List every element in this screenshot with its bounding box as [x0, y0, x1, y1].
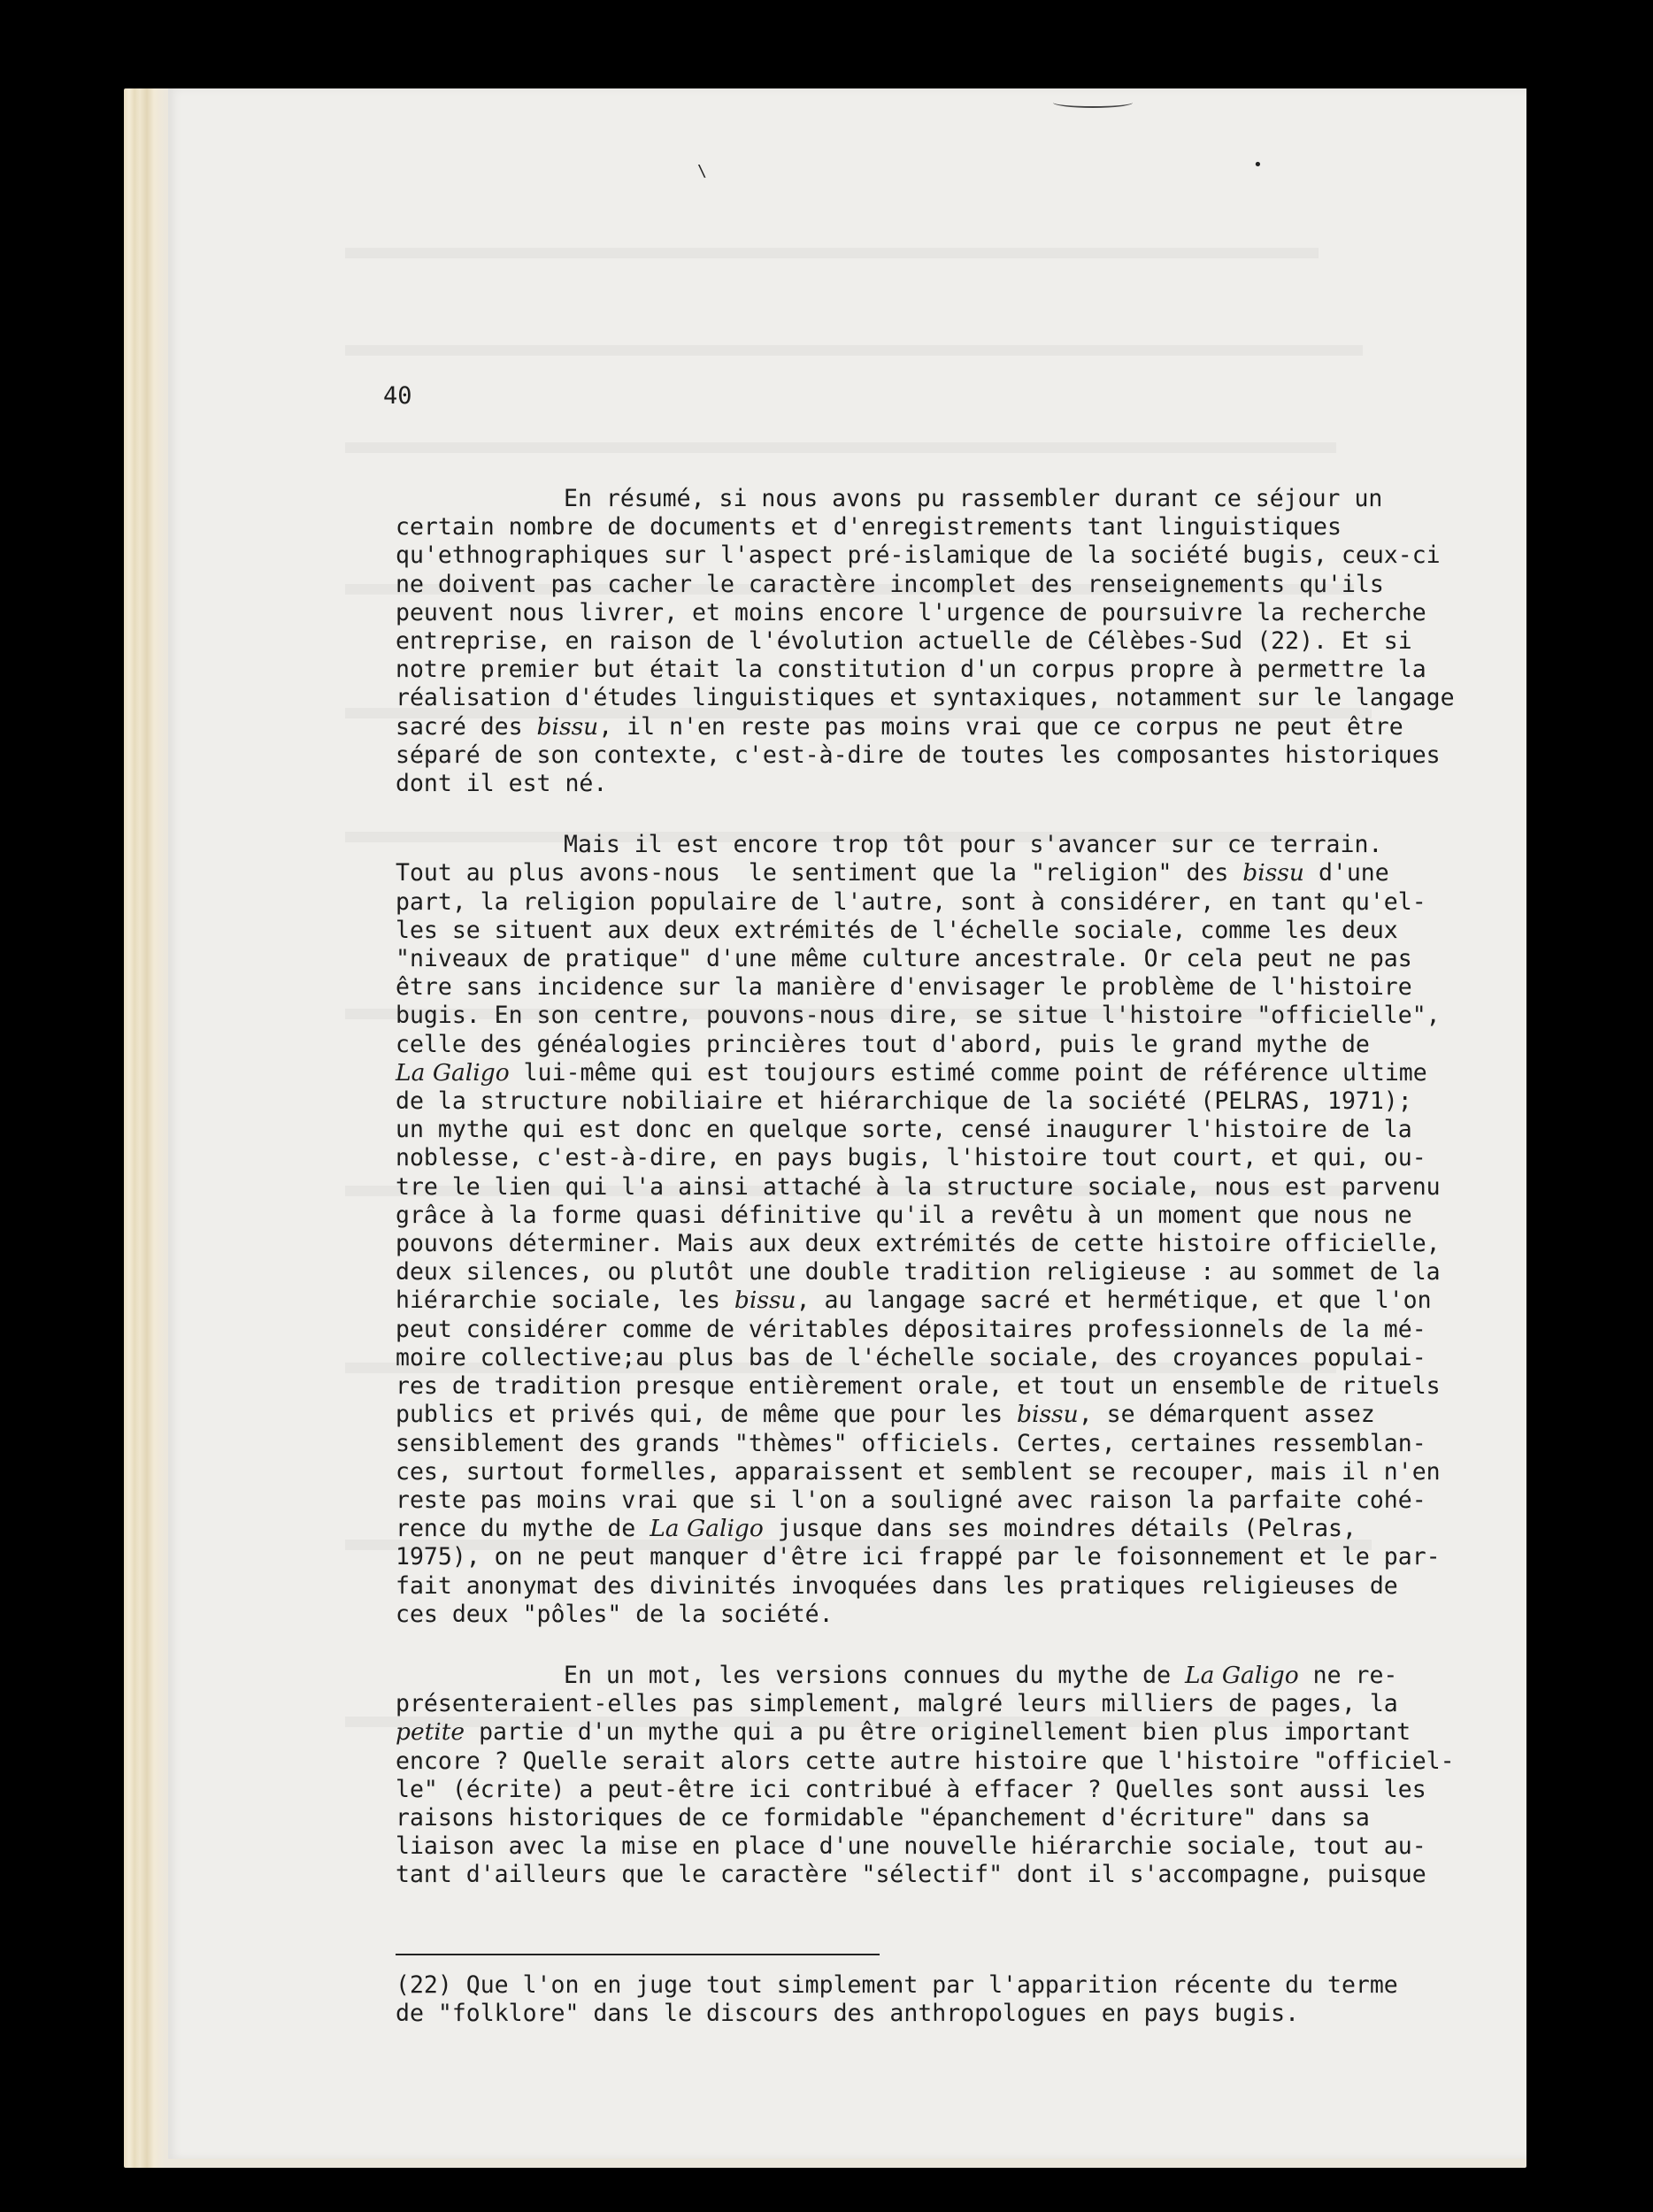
text-segment: hiérarchie sociale, les — [396, 1286, 734, 1315]
italic-term: bissu — [536, 712, 599, 741]
text-line: ne doivent pas cacher le caractère incomplet des renseignements qu'ils — [396, 570, 1384, 598]
text-line: part, la religion populaire de l'autre, sont à considérer, en tant qu'el- — [396, 887, 1426, 916]
text-line: sensiblement des grands "thèmes" officiels. Certes, certaines ressemblan- — [396, 1429, 1426, 1457]
text-line — [396, 859, 1493, 887]
paragraphs — [396, 485, 1493, 1890]
text-line: liaison avec la mise en place d'une nouvelle hiérarchie sociale, tout au- — [396, 1832, 1426, 1861]
text-segment: , se démarquent assez — [1078, 1401, 1375, 1429]
text-line: fait anonymat des divinités invoquées dans les pratiques religieuses de — [396, 1571, 1398, 1600]
text-line: moire collective;au plus bas de l'échelle sociale, des croyances populai- — [396, 1343, 1426, 1371]
text-line: grâce à la forme quasi définitive qu'il a revêtu à un moment que nous ne — [396, 1201, 1412, 1229]
text-line: "niveaux de pratique" d'une même culture ancestrale. Or cela peut ne pas — [396, 945, 1412, 973]
text-line — [396, 1718, 1493, 1747]
text-line: 1975), on ne peut manquer d'être ici frappé par le foisonnement et le par- — [396, 1543, 1441, 1571]
text-line: entreprise, en raison de l'évolution actuelle de Célèbes-Sud (22). Et si — [396, 627, 1412, 656]
text-line: noblesse, c'est-à-dire, en pays bugis, l'histoire tout court, et qui, ou- — [396, 1144, 1426, 1172]
text-segment: rence du mythe de — [396, 1515, 650, 1543]
italic-term: La Galigo — [1185, 1661, 1299, 1689]
text-line: deux silences, ou plutôt une double tradition religieuse : au sommet de la — [396, 1258, 1441, 1286]
text-segment: lui-même qui est toujours estimé comme point de référence ultime — [509, 1058, 1427, 1087]
footnote — [396, 1971, 1493, 2028]
text-line: Mais il est encore trop tôt pour s'avancer sur ce terrain. — [564, 831, 1383, 859]
text-line: celle des généalogies princières tout d'abord, puis le grand mythe de — [396, 1030, 1370, 1058]
text-line — [396, 1662, 1493, 1690]
text-line: reste pas moins vrai que si l'on a souligné avec raison la parfaite cohé- — [396, 1486, 1426, 1514]
text-line: qu'ethnographiques sur l'aspect pré-islamique de la société bugis, ceux-ci — [396, 541, 1441, 570]
text-line: bugis. En son centre, pouvons-nous dire, se situe l'histoire "officielle", — [396, 1002, 1441, 1030]
text-line: peut considérer comme de véritables dépositaires professionnels de la mé- — [396, 1315, 1426, 1343]
text-line: tre le lien qui l'a ainsi attaché à la structure sociale, nous est parvenu — [396, 1172, 1441, 1201]
text-line: certain nombre de documents et d'enregistrements tant linguistiques — [396, 513, 1342, 541]
text-line: (22) Que l'on en juge tout simplement par l'apparition récente du terme — [396, 1971, 1398, 1999]
text-segment: ne re- — [1298, 1661, 1398, 1689]
text-segment: , il n'en reste pas moins vrai que ce corpus ne peut être — [598, 712, 1403, 741]
text-line: de "folklore" dans le discours des anthropologues en pays bugis. — [396, 2000, 1300, 2027]
text-line: En résumé, si nous avons pu rassembler durant ce séjour un — [564, 485, 1383, 512]
speck-mark: \ — [697, 162, 707, 180]
text-line: ces deux "pôles" de la société. — [396, 1600, 834, 1628]
italic-term: bissu — [1017, 1401, 1079, 1429]
italic-term: bissu — [734, 1286, 796, 1315]
text-line — [396, 1515, 1493, 1543]
speck-mark: • — [1253, 156, 1263, 174]
text-line — [396, 1286, 1493, 1315]
text-line: être sans incidence sur la manière d'envisager le problème de l'histoire — [396, 973, 1412, 1002]
body-text — [396, 372, 1493, 1890]
text-segment: partie d'un mythe qui a pu être originellement bien plus important — [465, 1718, 1411, 1747]
footnote-rule — [396, 1954, 880, 1955]
text-line: dont il est né. — [396, 770, 608, 798]
text-line — [396, 713, 1493, 741]
text-line: peuvent nous livrer, et moins encore l'urgence de poursuivre la recherche — [396, 598, 1426, 626]
text-line: un mythe qui est donc en quelque sorte, censé inaugurer l'histoire de la — [396, 1116, 1412, 1144]
text-segment: En un mot, les versions connues du mythe de — [564, 1661, 1185, 1689]
paragraph — [396, 485, 1493, 798]
text-line: réalisation d'études linguistiques et syntaxiques, notamment sur le langage — [396, 684, 1455, 712]
text-line — [396, 1401, 1493, 1429]
page-number: 40 — [383, 382, 412, 410]
text-line: séparé de son contexte, c'est-à-dire de toutes les composantes historiques — [396, 741, 1441, 769]
text-line — [396, 1059, 1493, 1087]
text-segment: sacré des — [396, 712, 537, 741]
text-line: ces, surtout formelles, apparaissent et semblent se recouper, mais il n'en — [396, 1457, 1441, 1486]
text-segment: publics et privés qui, de même que pour les — [396, 1401, 1017, 1429]
italic-term: La Galigo — [396, 1058, 510, 1087]
italic-term: La Galigo — [650, 1515, 764, 1543]
text-line: res de tradition presque entièrement orale, et tout un ensemble de rituels — [396, 1372, 1441, 1401]
scribble-mark — [1053, 97, 1133, 108]
text-line: de la structure nobiliaire et hiérarchique de la société (PELRAS, 1971); — [396, 1087, 1412, 1116]
text-line: les se situent aux deux extrémités de l'échelle sociale, comme les deux — [396, 916, 1398, 944]
paragraph — [396, 831, 1493, 1629]
text-segment: , au langage sacré et hermétique, et que l'on — [796, 1286, 1432, 1315]
text-line: encore ? Quelle serait alors cette autre histoire que l'histoire "officiel- — [396, 1747, 1455, 1775]
paragraph — [396, 1662, 1493, 1890]
text-segment: Tout au plus avons-nous le sentiment que la "religion" des — [396, 859, 1243, 887]
text-line: notre premier but était la constitution d'un corpus propre à permettre la — [396, 656, 1426, 684]
text-segment: jusque dans ses moindres détails (Pelras, — [763, 1515, 1357, 1543]
text-line: présenteraient-elles pas simplement, malgré leurs milliers de pages, la — [396, 1690, 1398, 1718]
italic-term: petite — [396, 1718, 465, 1747]
text-line: le" (écrite) a peut-être ici contribué à effacer ? Quelles sont aussi les — [396, 1775, 1426, 1803]
text-segment: d'une — [1303, 859, 1389, 887]
text-line: pouvons déterminer. Mais aux deux extrémités de cette histoire officielle, — [396, 1230, 1441, 1258]
text-line: tant d'ailleurs que le caractère "sélectif" dont il s'accompagne, puisque — [396, 1861, 1426, 1889]
italic-term: bissu — [1242, 859, 1304, 887]
text-line: raisons historiques de ce formidable "épanchement d'écriture" dans sa — [396, 1803, 1370, 1832]
